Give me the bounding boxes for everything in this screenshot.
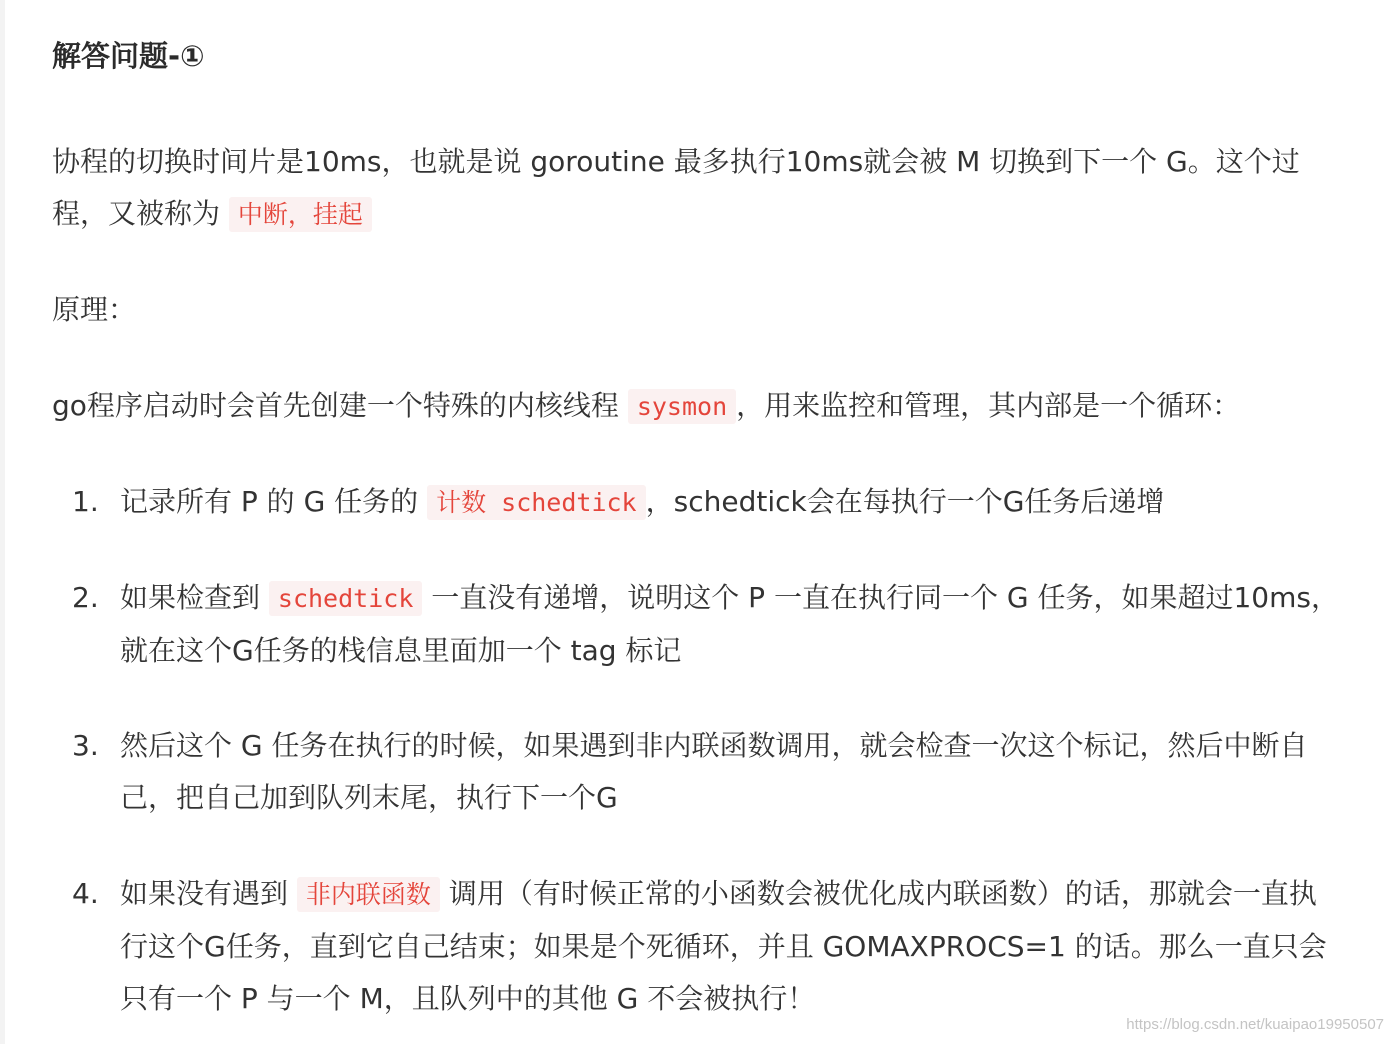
paragraph-timeslice	[52, 136, 1352, 241]
list-text-part: 调用（有时候正常的小函数会被优化成内联函数）的话，那就会一直执行这个G任务，直到它自己结束；如果是个死循环，并且 GOMAXPROCS=1 的话。那么一直只会只有一个 P 与一个 M，且队列中的其他 G 不会被执行！	[120, 877, 1327, 1015]
paragraph-text: ，用来监控和管理，其内部是一个循环：	[736, 389, 1241, 422]
list-number: 2.	[72, 581, 99, 614]
list-item-text: 然后这个 G 任务在执行的时候，如果遇到非内联函数调用，就会检查一次这个标记，然后中断自己，把自己加到队列末尾，执行下一个G	[120, 729, 1308, 814]
list-number: 3.	[72, 729, 99, 762]
section-heading: 解答问题-①	[52, 39, 205, 73]
paragraph-sysmon	[52, 380, 1352, 433]
watermark-url: https://blog.csdn.net/kuaipao19950507	[1126, 1016, 1384, 1033]
list-item-text	[120, 476, 1340, 529]
inline-code-schedtick-count: 计数 schedtick	[427, 485, 646, 520]
inline-code-sysmon: sysmon	[628, 389, 736, 424]
inline-code-schedtick: schedtick	[269, 581, 422, 616]
list-text-part: 记录所有 P 的 G 任务的	[120, 485, 428, 518]
paragraph-text: 协程的切换时间片是10ms，也就是说 goroutine 最多执行10ms就会被 M 切换到下一个 G。这个过程，又被称为	[52, 145, 1300, 230]
list-item-text	[120, 868, 1340, 1025]
left-border	[0, 0, 5, 1044]
inline-code-interrupt: 中断，挂起	[229, 197, 372, 232]
list-number: 4.	[72, 877, 99, 910]
paragraph-principle: 原理：	[52, 293, 137, 326]
list-text-part: 如果没有遇到	[120, 877, 297, 910]
inline-code-non-inline-function: 非内联函数	[297, 877, 440, 912]
list-text-part: 如果检查到	[120, 581, 269, 614]
list-item-text	[120, 572, 1340, 677]
list-text-part: 一直没有递增，说明这个 P 一直在执行同一个 G 任务，如果超过10ms，就在这个G任务的栈信息里面加一个 tag 标记	[120, 581, 1339, 667]
list-number: 1.	[72, 485, 99, 518]
paragraph-text: go程序启动时会首先创建一个特殊的内核线程	[52, 389, 628, 422]
list-text-part: ，schedtick会在每执行一个G任务后递增	[645, 485, 1165, 518]
